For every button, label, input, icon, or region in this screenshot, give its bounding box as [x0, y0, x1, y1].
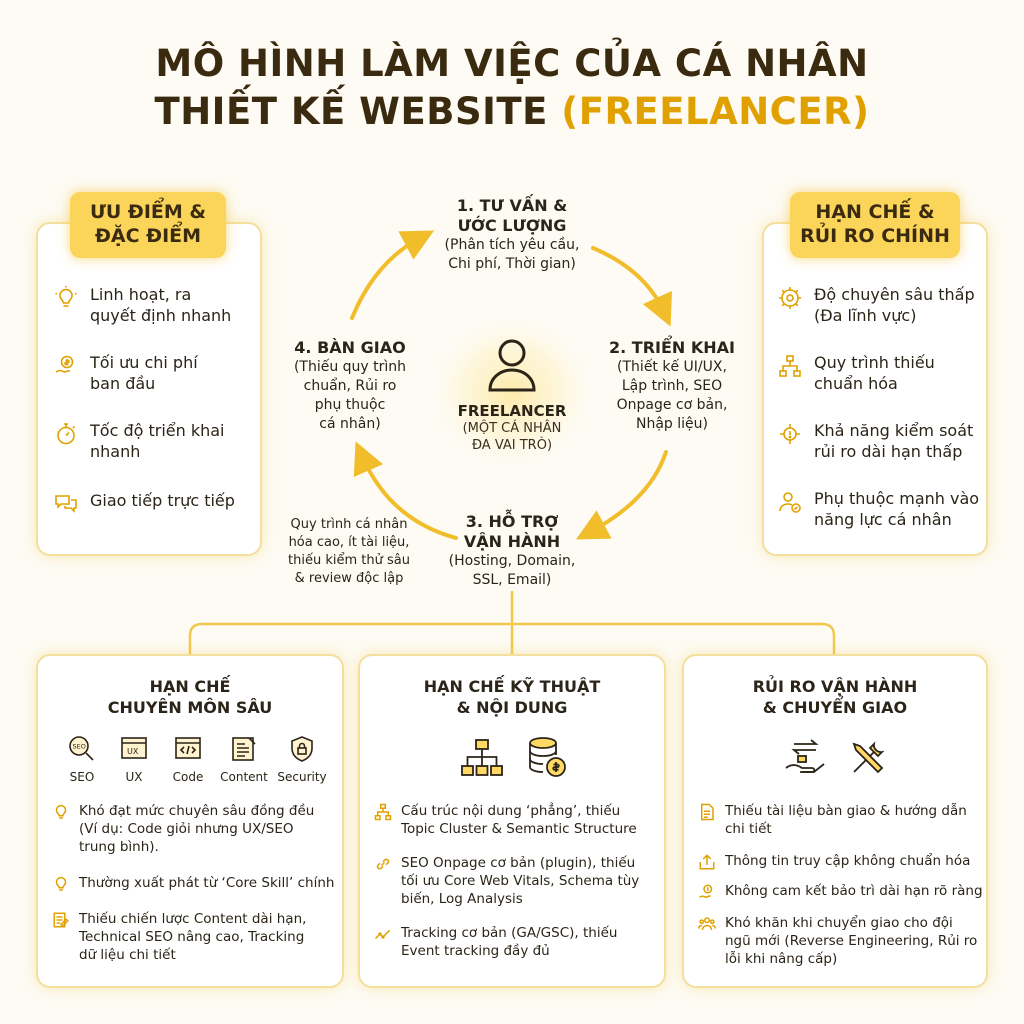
step-2-desc-2: Lập trình, SEO	[621, 378, 723, 394]
technical-text-2c: biến, Log Analysis	[401, 891, 523, 907]
arrow-step2-to-step3	[590, 452, 666, 532]
operations-item-2	[698, 852, 984, 871]
step-2-desc-1: (Thiết kế UI/UX,	[617, 359, 727, 375]
skill-label-code: Code	[172, 770, 204, 784]
freelancer-avatar	[485, 336, 539, 394]
operations-item-1	[698, 802, 984, 838]
lightbulb-icon	[52, 803, 70, 821]
skill-label-seo: SEO	[69, 770, 95, 784]
step-1	[422, 196, 602, 274]
step-1-title-1: 1. TƯ VẤN &	[456, 196, 568, 215]
advantage-text-3a: Tốc độ triển khai	[90, 421, 225, 440]
step-3-title-1: 3. HỖ TRỢ	[465, 512, 559, 531]
technical-text-1b: Topic Cluster & Semantic Structure	[401, 821, 637, 837]
bottom-card-2-title-2: & NỘI DUNG	[456, 698, 568, 717]
step-1-desc-2: Chi phí, Thời gian)	[448, 256, 576, 272]
advantage-text-2b: ban đầu	[90, 374, 156, 393]
handover-hand-icon	[784, 738, 826, 782]
risks-tag-line-2: RỦI RO CHÍNH	[800, 225, 950, 247]
operations-item-4	[698, 914, 984, 968]
operations-text-1b: chi tiết	[725, 821, 772, 837]
arrow-step4-to-step1	[352, 238, 420, 318]
advantage-text-4: Giao tiếp trực tiếp	[90, 491, 235, 510]
bottom-card-technical	[358, 654, 666, 988]
operations-text-4b: ngũ mới (Reverse Engineering, Rủi ro	[725, 933, 978, 949]
svg-text:SEO: SEO	[72, 742, 86, 751]
center-sub-1: (MỘT CÁ NHÂN	[462, 421, 562, 436]
risk-text-2a: Quy trình thiếu	[814, 353, 935, 372]
operations-text-3: Không cam kết bảo trì dài hạn rõ ràng	[725, 883, 983, 899]
technical-item-3	[374, 924, 660, 960]
bottom-card-2-title-1: HẠN CHẾ KỸ THUẬT	[423, 677, 601, 696]
expertise-text-2: Thường xuất phát từ ‘Core Skill’ chính	[79, 875, 335, 891]
code-window-icon	[173, 734, 203, 764]
expertise-text-3b: Technical SEO nâng cao, Tracking	[79, 929, 305, 945]
skill-content	[216, 734, 272, 784]
center-sub-2: ĐA VAI TRÒ)	[471, 438, 553, 453]
bottom-card-3-title-2: & CHUYỂN GIAO	[762, 698, 908, 717]
operations-text-4c: lỗi khi nâng cấp)	[725, 951, 838, 967]
person-icon	[485, 336, 539, 394]
step-4	[270, 338, 430, 434]
sitemap-icon	[374, 803, 392, 821]
advantages-tag-line-2: ĐẶC ĐIỂM	[94, 225, 202, 247]
expertise-item-3	[52, 910, 338, 964]
risk-text-4b: năng lực cá nhân	[814, 510, 952, 529]
note-line-2: hóa cao, ít tài liệu,	[288, 535, 410, 550]
technical-text-3a: Tracking cơ bản (GA/GSC), thiếu	[401, 925, 618, 941]
advantage-text-2a: Tối ưu chi phí	[90, 353, 198, 372]
bottom-card-expertise	[36, 654, 344, 988]
step-4-title: 4. BÀN GIAO	[294, 338, 406, 357]
bottom-card-1-header	[38, 676, 342, 718]
technical-item-2	[374, 854, 660, 908]
bottom-card-3-header	[684, 676, 986, 718]
process-note	[274, 516, 424, 588]
bottom-card-2-header	[360, 676, 664, 718]
database-dollar-icon	[526, 736, 568, 784]
bottom-card-operations	[682, 654, 988, 988]
risk-text-4a: Phụ thuộc mạnh vào	[814, 489, 980, 508]
ux-window-icon	[119, 734, 149, 764]
note-line-4: & review độc lập	[294, 571, 404, 586]
title-accent: (FREELANCER)	[561, 90, 870, 133]
technical-text-2a: SEO Onpage cơ bản (plugin), thiếu	[401, 855, 636, 871]
operations-item-3	[698, 882, 984, 901]
step-4-desc-2: chuẩn, Rủi ro	[303, 378, 397, 394]
bottom-card-1-title-1: HẠN CHẾ	[149, 677, 231, 696]
skill-security	[272, 734, 332, 784]
advantage-text-1a: Linh hoạt, ra	[90, 285, 192, 304]
title-line-2-main: THIẾT KẾ WEBSITE	[154, 90, 548, 133]
step-3-desc-2: SSL, Email)	[472, 572, 552, 588]
skill-ux	[114, 734, 154, 784]
plugin-link-icon	[374, 855, 392, 873]
note-line-3: thiếu kiểm thử sâu	[288, 553, 410, 568]
lightbulb-icon	[52, 875, 70, 893]
expertise-text-1a: Khó đạt mức chuyên sâu đồng đều	[79, 803, 315, 819]
document-pen-icon	[52, 911, 70, 929]
risks-tag-line-1: HẠN CHẾ &	[815, 201, 935, 223]
risk-text-1a: Độ chuyên sâu thấp	[814, 285, 975, 304]
step-3-title-2: VẬN HÀNH	[463, 532, 561, 551]
team-icon	[698, 915, 716, 933]
arrow-step1-to-step2	[593, 248, 664, 312]
center-label-block	[432, 402, 592, 454]
technical-text-2b: tối ưu Core Web Vitals, Schema tùy	[401, 873, 640, 889]
bottom-card-3-title-1: RỦI RO VẬN HÀNH	[752, 677, 918, 696]
skill-label-security: Security	[277, 770, 327, 784]
center-label: FREELANCER	[457, 402, 567, 420]
expertise-text-3a: Thiếu chiến lược Content dài hạn,	[79, 911, 307, 927]
risk-text-2b: chuẩn hóa	[814, 374, 898, 393]
operations-text-1a: Thiếu tài liệu bàn giao & hướng dẫn	[725, 803, 967, 819]
step-4-desc-4: cá nhân)	[319, 416, 381, 432]
security-shield-icon	[287, 734, 317, 764]
expertise-text-1c: trung bình).	[79, 839, 159, 855]
advantage-text-1b: quyết định nhanh	[90, 306, 232, 325]
step-2-desc-3: Onpage cơ bản,	[616, 397, 728, 413]
risk-text-1b: (Đa lĩnh vực)	[814, 306, 917, 325]
technical-text-3b: Event tracking đầy đủ	[401, 943, 550, 959]
risk-text-3a: Khả năng kiểm soát	[814, 421, 974, 440]
coin-hand-icon	[698, 883, 716, 901]
expertise-item-2	[52, 874, 338, 893]
advantages-tag-line-1: ƯU ĐIỂM &	[90, 201, 206, 223]
step-4-desc-1: (Thiếu quy trình	[293, 359, 407, 375]
seo-magnifier-icon	[67, 734, 97, 764]
svg-text:UX: UX	[127, 747, 139, 756]
skill-code	[166, 734, 210, 784]
expertise-text-1b: (Ví dụ: Code giỏi nhưng UX/SEO	[79, 821, 294, 837]
trend-line-icon	[374, 925, 392, 943]
advantage-text-3b: nhanh	[90, 442, 141, 461]
skill-label-ux: UX	[125, 770, 143, 784]
step-2-title: 2. TRIỂN KHAI	[609, 338, 735, 357]
tools-icon	[848, 738, 888, 782]
operations-text-2: Thông tin truy cập không chuẩn hóa	[725, 853, 971, 869]
content-doc-icon	[229, 734, 259, 764]
expertise-item-1	[52, 802, 338, 856]
step-3-desc-1: (Hosting, Domain,	[448, 553, 576, 569]
step-4-desc-3: phụ thuộc	[314, 397, 386, 413]
step-1-title-2: ƯỚC LƯỢNG	[457, 216, 567, 235]
document-icon	[698, 803, 716, 821]
skill-seo	[62, 734, 102, 784]
risk-text-3b: rủi ro dài hạn thấp	[814, 442, 963, 461]
skill-label-content: Content	[220, 770, 268, 784]
step-2-desc-4: Nhập liệu)	[636, 416, 708, 432]
technical-text-1a: Cấu trúc nội dung ‘phẳng’, thiếu	[401, 803, 621, 819]
upload-box-icon	[698, 853, 716, 871]
step-1-desc-1: (Phân tích yêu cầu,	[444, 237, 580, 253]
note-line-1: Quy trình cá nhân	[290, 517, 408, 532]
sitemap-large-icon	[460, 738, 504, 782]
title-line-1: MÔ HÌNH LÀM VIỆC CỦA CÁ NHÂN	[155, 42, 869, 85]
bottom-card-1-title-2: CHUYÊN MÔN SÂU	[107, 698, 273, 717]
step-2	[592, 338, 752, 434]
step-3	[432, 512, 592, 590]
expertise-text-3c: dữ liệu chi tiết	[79, 947, 176, 963]
operations-text-4a: Khó khăn khi chuyển giao cho đội	[725, 915, 953, 931]
technical-item-1	[374, 802, 660, 838]
